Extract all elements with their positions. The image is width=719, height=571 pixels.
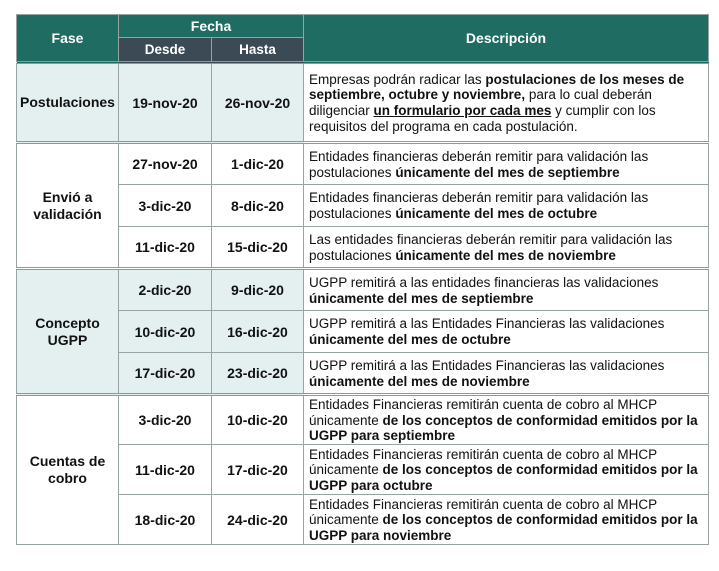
table-row [17, 143, 709, 185]
descripcion-emphasis: únicamente del mes de septiembre [395, 164, 620, 180]
descripcion-text: y cumplir con los requisitos del programa en cada postulación. [309, 103, 656, 134]
table-row [17, 227, 709, 269]
desde-cell: 3-dic-20 [119, 185, 212, 227]
descripcion-cell [304, 227, 709, 269]
desde-cell: 11-dic-20 [119, 445, 212, 495]
desde-cell: 2-dic-20 [119, 269, 212, 311]
descripcion-emphasis: únicamente del mes de noviembre [395, 247, 616, 263]
table-row [17, 185, 709, 227]
table-row [17, 269, 709, 311]
descripcion-text: UGPP remitirá a las Entidades Financieras las validaciones [309, 357, 665, 373]
descripcion-cell [304, 395, 709, 445]
desde-cell: 11-dic-20 [119, 227, 212, 269]
table-row [17, 445, 709, 495]
table-row [17, 353, 709, 395]
descripcion-cell [304, 269, 709, 311]
descripcion-text: Entidades financieras deberán remitir para validación las postulaciones [309, 148, 649, 180]
descripcion-cell [304, 63, 709, 143]
descripcion-emphasis: únicamente del mes de septiembre [309, 290, 534, 306]
descripcion-text: Entidades Financieras remitirán cuenta de cobro al MHCP únicamente [309, 446, 657, 478]
hasta-cell: 9-dic-20 [212, 269, 304, 311]
desde-cell: 19-nov-20 [119, 63, 212, 143]
descripcion-text: Empresas podrán radicar las [309, 71, 486, 87]
fase-cell: Postulaciones [17, 63, 119, 143]
table-header [17, 15, 709, 63]
fase-cell: Envió a validación [17, 143, 119, 269]
desde-cell: 27-nov-20 [119, 143, 212, 185]
hasta-cell: 26-nov-20 [212, 63, 304, 143]
descripcion-cell [304, 495, 709, 545]
descripcion-text: Entidades Financieras remitirán cuenta de cobro al MHCP únicamente [309, 496, 657, 528]
fase-cell: Cuentas de cobro [17, 395, 119, 545]
descripcion-emphasis: únicamente del mes de noviembre [309, 373, 530, 389]
descripcion-emphasis: de los conceptos de conformidad emitidos por la UGPP para noviembre [309, 512, 698, 543]
fase-cell: Concepto UGPP [17, 269, 119, 395]
descripcion-emphasis: únicamente del mes de octubre [309, 332, 511, 347]
table-row [17, 63, 709, 143]
header-fecha: Fecha [119, 15, 304, 38]
descripcion-text: UGPP remitirá a las Entidades Financieras las validaciones [309, 316, 665, 332]
table-row [17, 395, 709, 445]
descripcion-text: Las entidades financieras deberán remitir para validación las postulaciones [309, 231, 673, 263]
hasta-cell: 24-dic-20 [212, 495, 304, 545]
desde-cell: 17-dic-20 [119, 353, 212, 395]
hasta-cell: 15-dic-20 [212, 227, 304, 269]
header-descripcion: Descripción [304, 15, 709, 63]
desde-cell: 3-dic-20 [119, 395, 212, 445]
descripcion-cell [304, 185, 709, 227]
descripcion-text: Entidades financieras deberán remitir para validación las postulaciones [309, 190, 649, 221]
header-fase: Fase [17, 15, 119, 63]
descripcion-text: Entidades Financieras remitirán cuenta de cobro al MHCP únicamente [309, 397, 657, 428]
header-hasta: Hasta [212, 38, 304, 63]
hasta-cell: 16-dic-20 [212, 311, 304, 353]
table-row [17, 311, 709, 353]
hasta-cell: 8-dic-20 [212, 185, 304, 227]
hasta-cell: 17-dic-20 [212, 445, 304, 495]
desde-cell: 10-dic-20 [119, 311, 212, 353]
descripcion-emphasis: de los conceptos de conformidad emitidos por la UGPP para septiembre [309, 412, 698, 444]
desde-cell: 18-dic-20 [119, 495, 212, 545]
hasta-cell: 10-dic-20 [212, 395, 304, 445]
hasta-cell: 23-dic-20 [212, 353, 304, 395]
descripcion-text: UGPP remitirá a las entidades financieras las validaciones [309, 274, 659, 290]
hasta-cell: 1-dic-20 [212, 143, 304, 185]
descripcion-emphasis: un formulario por cada mes [373, 103, 552, 118]
header-desde: Desde [119, 38, 212, 63]
descripcion-cell [304, 143, 709, 185]
table-row [17, 495, 709, 545]
descripcion-emphasis: únicamente del mes de octubre [395, 206, 598, 221]
descripcion-cell [304, 311, 709, 353]
descripcion-text: para lo cual deberán diligenciar [309, 87, 652, 118]
descripcion-cell [304, 445, 709, 495]
descripcion-cell [304, 353, 709, 395]
descripcion-emphasis: de los conceptos de conformidad emitidos por la UGPP para octubre [309, 462, 698, 493]
descripcion-emphasis: postulaciones de los meses de septiembre, octubre y noviembre, [309, 71, 685, 103]
schedule-table [16, 14, 709, 545]
table-body [17, 63, 709, 545]
